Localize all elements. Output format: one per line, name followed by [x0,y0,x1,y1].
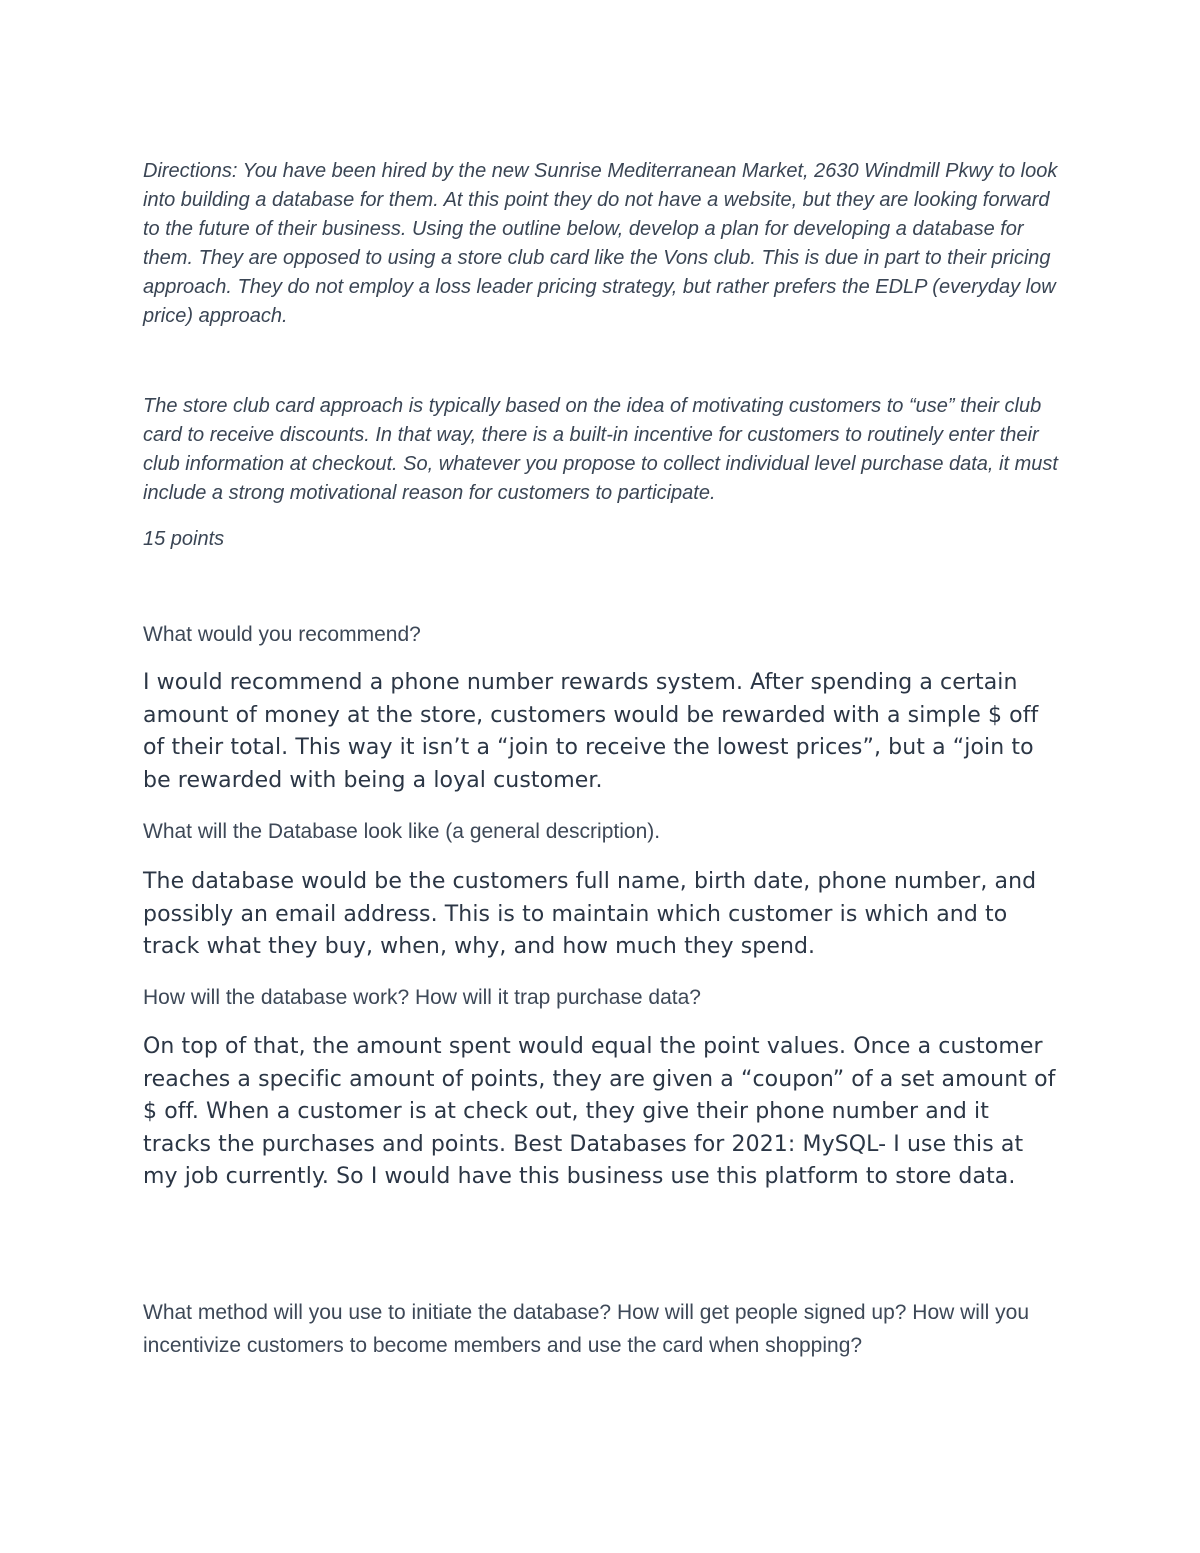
directions-paragraph: Directions: You have been hired by the new Sunrise Mediterranean Market, 2630 Windmill Pkwy to look into building a database for them. At this point they do not have a website, but they are looking forward to the future of their business. Using the outline below, develop a plan for developing a database for them. They are opposed to using a store club card like the Vons club. This is due in part to their pricing approach. They do not employ a loss leader pricing strategy, but rather prefers the EDLP (everyday low price) approach. [143,160,1058,327]
answer-database-description: The database would be the customers full name, birth date, phone number, and possibly an email address. This is to maintain which customer is which and to track what they buy, when, why, and how much they spend. [143,869,1037,959]
question-database-description: What will the Database look like (a general description). [143,820,661,843]
question-database-work: How will the database work? How will it trap purchase data? [143,986,701,1009]
answer-database-work: On top of that, the amount spent would equal the point values. Once a customer reaches a specific amount of points, they are given a “coupon” of a set amount of $ off. When a customer is at check out, they give their phone number and it tracks the purchases and points. Best Databases for 2021: MySQL- I use this at my job currently. So I would have this business use this platform to store data. [143,1034,1056,1189]
question-initiate-database: What method will you use to initiate the database? How will get people signed up? How will you incentivize customers to become members and use the card when shopping? [143,1301,1029,1357]
club-card-paragraph: The store club card approach is typically based on the idea of motivating customers to “use” their club card to receive discounts. In that way, there is a built-in incentive for customers to routinely enter their club information at checkout. So, whatever you propose to collect individual level purchase data, it must include a strong motivational reason for customers to participate. [143,395,1058,504]
answer-recommend: I would recommend a phone number rewards system. After spending a certain amount of money at the store, customers would be rewarded with a simple $ off of their total. This way it isn’t a “join to receive the lowest prices”, but a “join to be rewarded with being a loyal customer. [143,670,1039,793]
question-recommend: What would you recommend? [143,623,421,646]
points-label: 15 points [143,528,225,550]
